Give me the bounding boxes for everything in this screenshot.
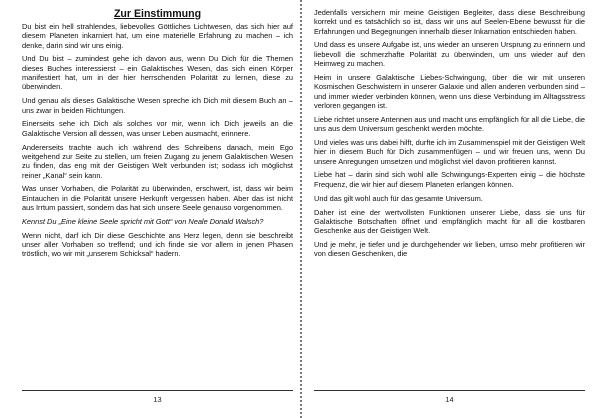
footer-rule [22, 390, 293, 391]
paragraph: Und vieles was uns dabei hilft, durfte ich im Zusammenspiel mit der Geistigen Welt hier in diesem Buch für Dich zusammenfügen – und wir freuen uns, wenn Du unsere Anregungen umsetzen und möglichst viel davon profitieren kannst. [314, 137, 585, 166]
paragraph: Jedenfalls versichern mir meine Geistigen Begleiter, dass diese Beschreibung korrekt und es tatsächlich so ist, dass wir uns auf Seelen-Ebene bewusst für die Erfahrungen und Begegnungen innerhalb dieser Inkarnation entschieden haben. [314, 8, 585, 36]
paragraph: Liebe hat – darin sind sich wohl alle Schwingungs-Experten einig – die höchste Frequenz, die wir hier auf diesem Planeten erlangen können. [314, 170, 585, 189]
paragraph: Du bist ein hell strahlendes, liebevolles Göttliches Lichtwesen, das sich hier auf diesem Planeten inkarniert hat, um eine materielle Erfahrung zu machen – ich denke, darin sind wir uns einig. [22, 22, 293, 50]
right-page [314, 0, 585, 418]
right-page-content [314, 0, 585, 259]
paragraph: Und Du bist – zumindest gehe ich davon aus, wenn Du Dich für die Themen dieses Buches interessierst – ein Galaktisches Wesen, das sich einen Körper manifestiert hat, um in der hier herrschenden Polarität zu lernen, diese zu überwinden. [22, 54, 293, 92]
paragraph: Was unser Vorhaben, die Polarität zu überwinden, erschwert, ist, dass wir beim Eintauchen in die Polarität unsere Herkunft vergessen haben. Aber das ist nicht aus Irrtum passiert, sondern das hat sich unsere Seele genauso vorgenommen. [22, 184, 293, 213]
paragraph: Heim in unsere Galaktische Liebes-Schwingung, über die wir mit unseren Kosmischen Geschwistern in unserer Galaxie und allen anderen verbunden sind – und immer wieder verbinden können, wenn uns diese Verbindung im Alltagsstress verloren gegangen ist. [314, 72, 585, 110]
page-divider [300, 0, 303, 418]
paragraph: Liebe richtet unsere Antennen aus und macht uns empfänglich für all die Liebe, die uns aus dem Universum geschenkt werden möchte. [314, 114, 585, 134]
paragraph: Wenn nicht, darf ich Dir diese Geschichte ans Herz legen, denn sie beschreibt unser aller Vorhaben so treffend; und ich finde sie vor allem in jenen Phasen tröstlich, wo wir mit „unserem Schicksal“ hadern. [22, 230, 293, 259]
page-number-left: 13 [153, 395, 162, 404]
page-number-right: 14 [445, 395, 454, 404]
paragraph: Daher ist eine der wertvollsten Funktionen unserer Liebe, dass sie uns für Galaktische Botschaften öffnet und empfänglich macht für all die kostbaren Geschenke aus der Geistigen Welt. [314, 207, 585, 236]
paragraph: Und je mehr, je tiefer und je durchgehender wir lieben, umso mehr profitieren wir von diesen Geschenken, die [314, 239, 585, 259]
paragraph: Und dass es unsere Aufgabe ist, uns wieder an unseren Ursprung zu erinnern und liebevoll die schmerzhafte Polarität zu überwinden, um uns wieder auf den Heimweg zu machen. [314, 40, 585, 69]
paragraph: Andererseits trachte auch ich während des Schreibens danach, mein Ego weitgehend zur Seite zu stellen, um freien Zugang zu jenem Galaktischen Wesen zu finden, das eng mit der Geistigen Welt verbunden ist; sodass ich möglichst reiner „Kanal“ sein kann. [22, 142, 293, 180]
footer-rule [314, 390, 585, 391]
chapter-title: Zur Einstimmung [113, 8, 202, 20]
left-page-content [22, 0, 293, 259]
paragraph: Und genau als dieses Galaktische Wesen spreche ich Dich mit diesem Buch an – uns zwar in beiden Richtungen. [22, 96, 293, 115]
paragraph: Einerseits sehe ich Dich als solches vor mir, wenn ich Dich jeweils an die Galaktische Version all dessen, was unser Leben ausmacht, erinnere. [22, 119, 293, 138]
left-page [22, 0, 293, 418]
italic-question: Kennst Du „Eine kleine Seele spricht mit Gott“ von Neale Donald Walsch? [22, 216, 264, 226]
paragraph: Und das gilt wohl auch für das gesamte Universum. [314, 193, 483, 203]
